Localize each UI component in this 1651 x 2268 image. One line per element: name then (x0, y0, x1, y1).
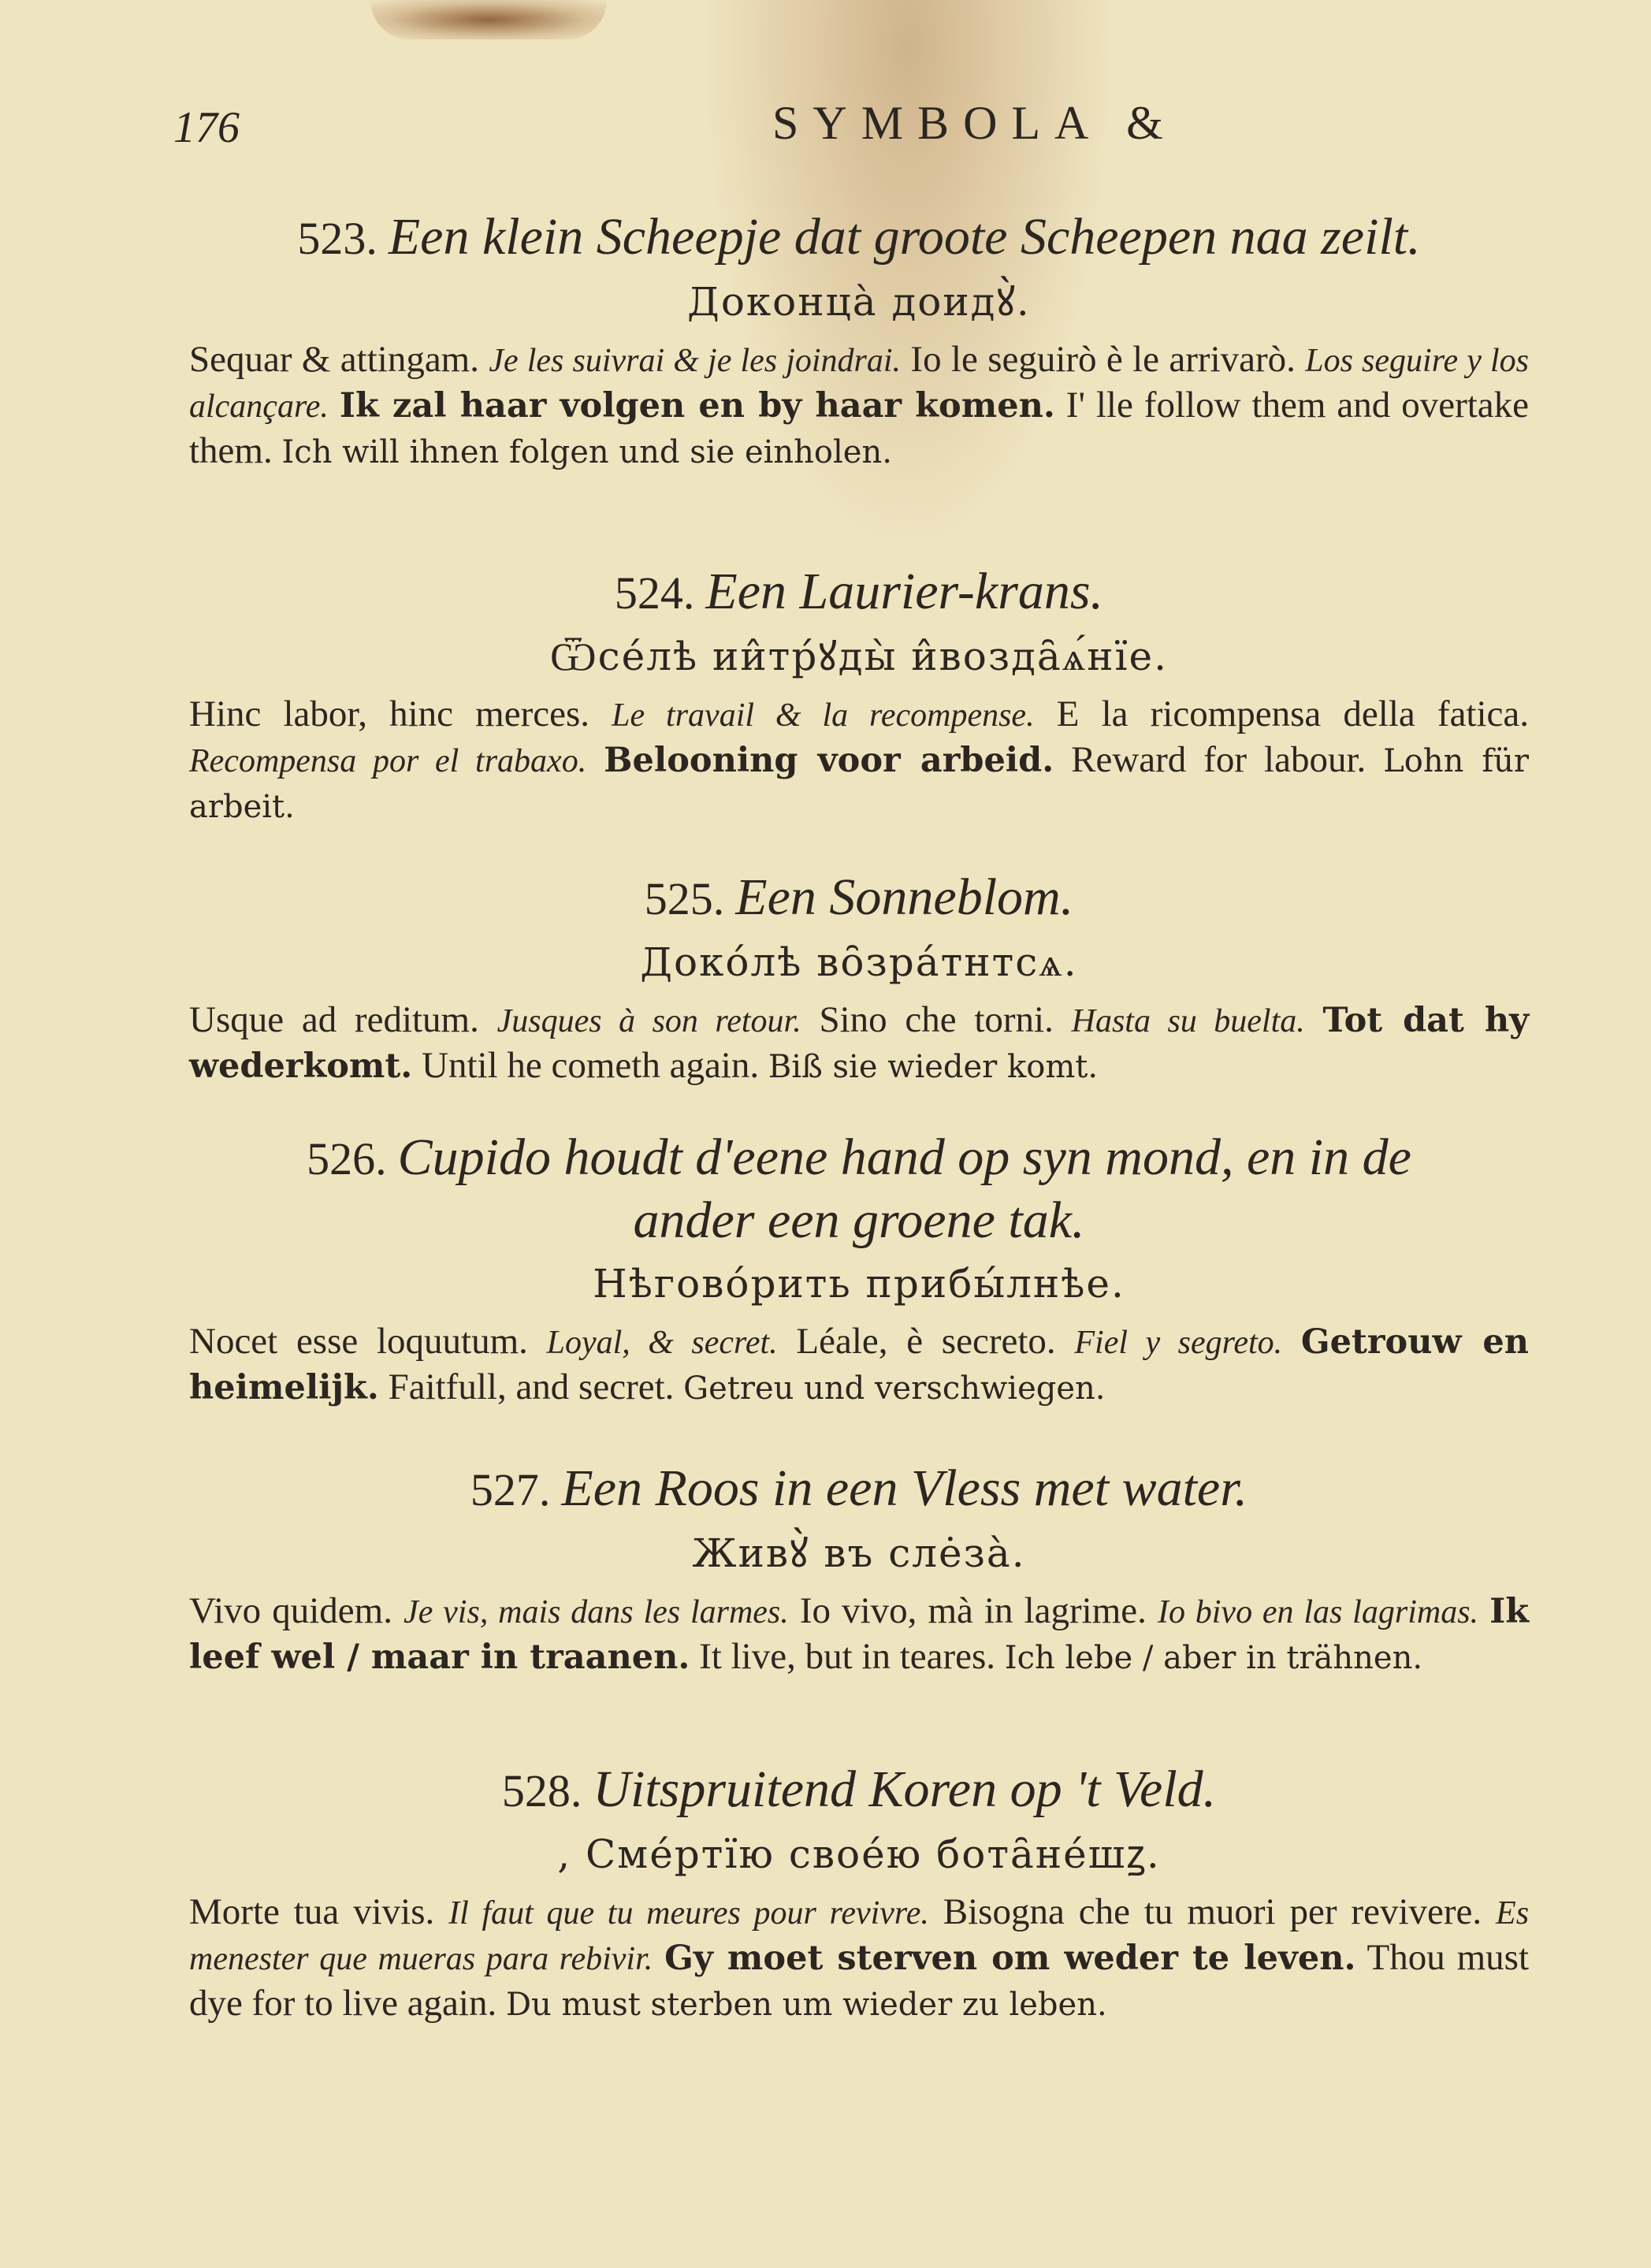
latin-motto: Hinc labor, hinc merces. (189, 693, 589, 734)
entry-title (189, 867, 1529, 930)
translations (189, 337, 1529, 474)
latin-motto: Sequar & attingam. (189, 339, 479, 380)
running-head: SYMBOLA & (772, 97, 1177, 149)
english-motto: It live, but in teares. (699, 1636, 996, 1677)
french-motto: Il faut que tu meures pour revivre. (448, 1895, 929, 1932)
spanish-motto: Recompensa por el trabaxo. (189, 743, 587, 779)
french-motto: Le travail & la recompense. (612, 697, 1035, 734)
translations (189, 1319, 1529, 1411)
entry-title-text: Uitspruitend Koren op 't Veld. (593, 1760, 1217, 1818)
entry-number: 528. (501, 1765, 582, 1816)
translations (189, 692, 1529, 829)
emblem-entry-527 (189, 1458, 1529, 1680)
italian-motto: E la ricompensa della fatica. (1056, 693, 1530, 734)
entry-number: 527. (470, 1464, 551, 1515)
spanish-motto: Es menester que mueras para rebivir. (189, 1895, 1530, 1977)
slavonic-motto: Доко́лѣ во̑зра́тнтсѧ. (640, 939, 1078, 985)
german-motto: Ich will ihnen folgen und sie einholen. (281, 434, 892, 470)
italian-motto: Io vivo, mà in lagrime. (799, 1590, 1147, 1631)
dutch-motto: Belooning voor arbeid. (604, 741, 1054, 780)
french-motto: Je vis, mais dans les larmes. (403, 1594, 789, 1630)
entry-title-text: Een Laurier-krans. (705, 563, 1104, 620)
translations (189, 1890, 1529, 2027)
page-header (173, 96, 1537, 159)
translations (189, 998, 1529, 1089)
entry-number: 523. (297, 213, 377, 264)
emblem-entry-523 (189, 206, 1529, 474)
entry-title-continued: ander een groene tak. (633, 1192, 1085, 1249)
french-motto: Jusques à son retour. (496, 1003, 801, 1039)
entry-title (189, 206, 1529, 270)
german-motto: Lohn für arbeit. (189, 743, 1530, 825)
italian-motto: Bisogna che tu muori per revivere. (943, 1891, 1482, 1932)
slavonic-motto: Нѣгово́рить прибы́лнѣе. (593, 1261, 1125, 1307)
german-motto: Biß sie wieder komt. (768, 1049, 1099, 1085)
emblem-entry-526 (189, 1127, 1529, 1411)
entry-title (189, 1759, 1529, 1822)
slavonic-motto: Ѿсе́лѣ ии̂тр́ꙋды̀ и̂возда̑ѧ́нїе. (550, 634, 1168, 679)
emblem-entry-525 (189, 867, 1529, 1089)
dutch-motto: Tot dat hy wederkomt. (189, 1001, 1530, 1086)
german-motto: Getreu und verschwiegen. (683, 1370, 1106, 1407)
italian-motto: Io le seguirò è le arrivarò. (910, 339, 1296, 380)
entry-title (189, 1127, 1529, 1190)
latin-motto: Nocet esse loquutum. (189, 1321, 528, 1362)
dutch-motto: Ik leef wel / maar in traanen. (189, 1592, 1530, 1677)
english-motto: Thou must dye for to live again. (189, 1937, 1530, 2024)
italian-motto: Léale, è secreto. (796, 1321, 1056, 1362)
spanish-motto: Los seguire y los alcançare. (189, 343, 1530, 425)
entry-title (189, 1458, 1529, 1521)
entry-title-text: Een Roos in een Vless met water. (561, 1459, 1248, 1517)
dutch-motto: Getrouw en heimelijk. (189, 1322, 1530, 1407)
slavonic-motto: Доконца̀ доидꙋ̀. (687, 279, 1031, 325)
german-motto: Du must sterben um wieder zu leben. (505, 1987, 1107, 2023)
translations (189, 1589, 1529, 1680)
entry-title-text: Een klein Scheepje dat groote Scheepen naa zeilt. (388, 208, 1421, 266)
emblem-entry-524 (189, 561, 1529, 829)
slavonic-motto: , Сме́ртїю свое́ю бота̑не́шꙁ. (557, 1831, 1161, 1877)
french-motto: Loyal, & secret. (546, 1325, 778, 1361)
spanish-motto: Hasta su buelta. (1071, 1003, 1305, 1039)
english-motto: Until he cometh again. (422, 1045, 760, 1086)
dutch-motto: Ik zal haar volgen en by haar komen. (339, 386, 1055, 426)
english-motto: Faitfull, and secret. (388, 1366, 675, 1407)
dutch-motto: Gy moet sterven om weder te leven. (664, 1939, 1356, 1978)
entry-number: 526. (307, 1133, 387, 1184)
entry-title-text: Een Sonneblom. (735, 868, 1074, 926)
english-motto: Reward for labour. (1071, 739, 1367, 780)
german-motto: Ich lebe / aber in trähnen. (1004, 1640, 1423, 1676)
latin-motto: Morte tua vivis. (189, 1891, 435, 1932)
page-number: 176 (173, 103, 240, 152)
entry-number: 524. (614, 567, 695, 619)
latin-motto: Usque ad reditum. (189, 999, 479, 1040)
entry-number: 525. (644, 873, 725, 924)
paper-stain (370, 0, 607, 39)
english-motto: I' lle follow them and overtake them. (189, 385, 1530, 471)
entry-title-line1: Cupido houdt d'eene hand op syn mond, en in de (397, 1128, 1411, 1186)
spanish-motto: Io bivo en las lagrimas. (1157, 1594, 1479, 1630)
slavonic-motto: Живꙋ̀ въ сле̇за̀. (692, 1530, 1026, 1576)
emblem-entry-528 (189, 1759, 1529, 2027)
spanish-motto: Fiel y segreto. (1074, 1325, 1283, 1361)
french-motto: Je les suivrai & je les joindrai. (489, 343, 902, 379)
latin-motto: Vivo quidem. (189, 1590, 392, 1631)
italian-motto: Sino che torni. (819, 999, 1054, 1040)
entry-title (189, 561, 1529, 624)
